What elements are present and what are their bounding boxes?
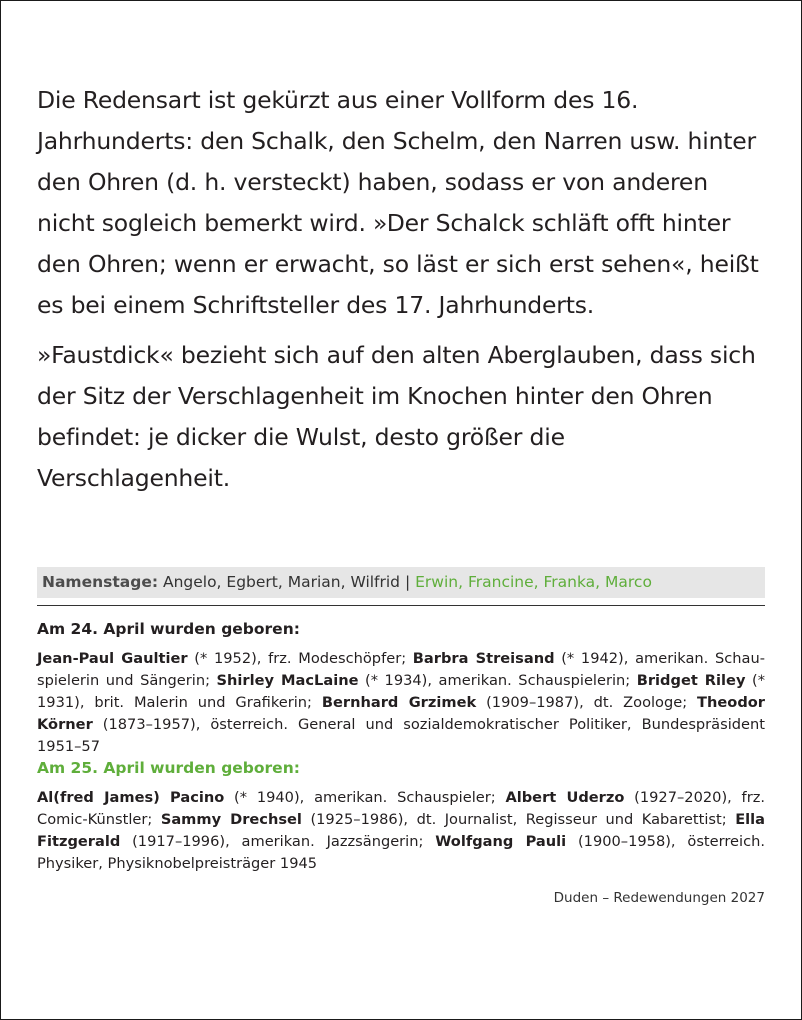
person-details: (1927–2020), frz. Comic-Künstler; xyxy=(37,789,765,828)
person-details: (1909–1987), dt. Zoologe; xyxy=(476,694,698,711)
person-details: (1900–1958), österreich. Physiker, Physiknobelpreisträger 1945 xyxy=(37,833,765,872)
person-details: (* 1940), amerikan. Schauspieler; xyxy=(224,789,506,806)
main-paragraph-1: Die Redensart ist gekürzt aus einer Vollform des 16. Jahrhunderts: den Schalk, den Schelm, den Narren usw. hinter den Ohren (d. h. versteckt) haben, sodass er von anderen nicht sogleich bemerkt wird. »Der Schalck schläft offt hinter den Ohren; wenn er erwacht, so läst er sich erst sehen«, heißt es bei einem Schriftsteller des 17. Jahrhunderts. xyxy=(37,86,759,319)
main-paragraph-2: »Faustdick« bezieht sich auf den alten Aberglauben, dass sich der Sitz der Verschlagenheit im Knochen hinter den Ohren befindet: je dicker die Wulst, desto größer die Verschlagenheit. xyxy=(37,341,756,492)
person-details: (* 1934), amerikan. Schauspielerin; xyxy=(358,672,637,689)
divider-line xyxy=(37,605,765,606)
person-name: Al(fred James) Pacino xyxy=(37,789,225,806)
person-name: Ella Fitzgerald xyxy=(37,811,766,850)
person-name: Barbra Streisand xyxy=(412,650,555,667)
namenstage-names-a: Angelo, Egbert, Marian, Wilfrid xyxy=(162,573,401,591)
person-details: (* 1942), amerikan. Schauspielerin und Sängerin; xyxy=(37,650,765,689)
births-heading-24: Am 24. April wurden geboren: xyxy=(37,620,300,638)
namenstage-band xyxy=(37,567,765,598)
person-details: (1873–1957), österreich. General und sozialdemokratischer Politiker, Bundespräsident 1951–57 xyxy=(37,716,765,755)
person-name: Jean-Paul Gaultier xyxy=(37,650,188,667)
births-heading-25: Am 25. April wurden geboren: xyxy=(37,759,300,777)
person-name: Bridget Riley xyxy=(636,672,746,689)
births-section-25 xyxy=(37,757,765,875)
person-name: Wolfgang Pauli xyxy=(435,833,567,850)
person-details: (* 1952), frz. Modeschöpfer; xyxy=(187,650,413,667)
person-name: Bernhard Grzimek xyxy=(321,694,477,711)
births-section-24 xyxy=(37,618,765,758)
births-list-25 xyxy=(37,787,765,875)
namenstage-separator: | xyxy=(404,573,411,591)
namenstage-label: Namenstage: xyxy=(42,573,159,591)
namenstage-names-b: Erwin, Francine, Franka, Marco xyxy=(415,573,652,591)
person-name: Albert Uderzo xyxy=(505,789,625,806)
person-details: (* 1931), brit. Malerin und Grafikerin; xyxy=(37,672,765,711)
person-details: (1917–1996), amerikan. Jazzsängerin; xyxy=(120,833,436,850)
births-list-24 xyxy=(37,648,765,758)
person-name: Theodor Körner xyxy=(37,694,765,733)
main-text xyxy=(37,80,759,499)
person-name: Sammy Drechsel xyxy=(160,811,302,828)
footer-credit: Duden – Redewendungen 2027 xyxy=(553,890,765,906)
person-name: Shirley MacLaine xyxy=(216,672,359,689)
person-details: (1925–1986), dt. Journalist, Regisseur und Kabarettist; xyxy=(301,811,736,828)
